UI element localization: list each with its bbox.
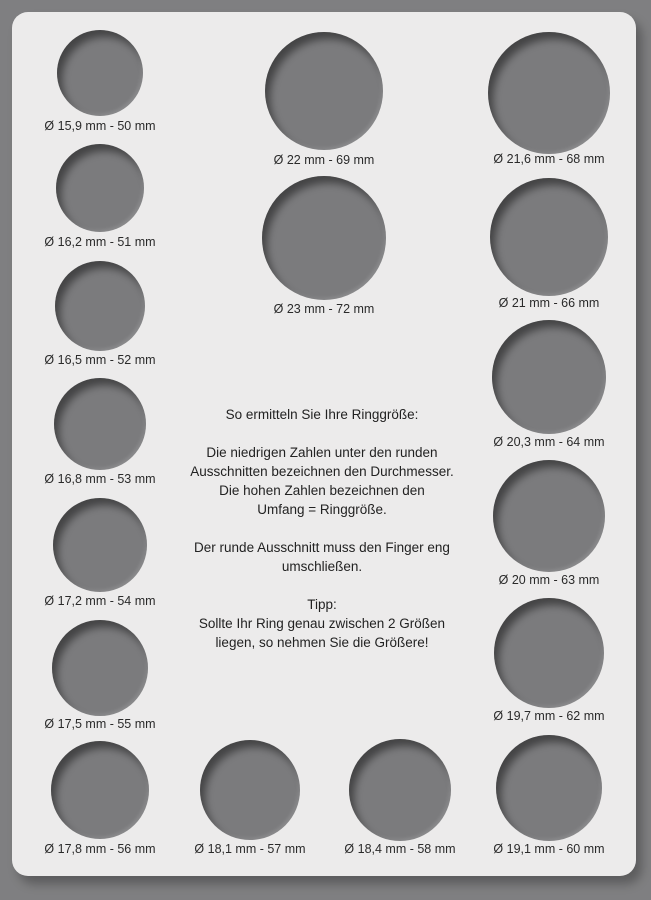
size-label-62: Ø 19,7 mm - 62 mm [493,709,605,723]
ring-hole-63 [493,460,605,572]
ring-hole-62 [494,598,604,708]
instructions-para1-line3: Die hohen Zahlen bezeichnen den [219,483,425,498]
size-label-54: Ø 17,2 mm - 54 mm [44,594,156,608]
size-label-55: Ø 17,5 mm - 55 mm [44,717,156,731]
size-label-72: Ø 23 mm - 72 mm [273,302,375,316]
instructions-para2-line1: Der runde Ausschnitt muss den Finger eng [194,540,450,555]
size-label-57: Ø 18,1 mm - 57 mm [194,842,306,856]
ring-hole-60 [496,735,602,841]
instructions-para2-line2: umschließen. [281,559,363,574]
ring-hole-68 [488,32,610,154]
instructions-heading: So ermitteln Sie Ihre Ringgröße: [225,407,419,422]
ring-hole-57 [200,740,300,840]
ring-hole-56 [51,741,149,839]
size-label-69: Ø 22 mm - 69 mm [273,153,375,167]
ring-sizer-card [12,12,636,876]
ring-hole-58 [349,739,451,841]
ring-hole-72 [262,176,386,300]
tip-title: Tipp: [307,597,337,612]
instructions-para1-line4: Umfang = Ringgröße. [257,502,387,517]
ring-hole-53 [54,378,146,470]
size-label-66: Ø 21 mm - 66 mm [498,296,600,310]
ring-hole-66 [490,178,608,296]
size-label-63: Ø 20 mm - 63 mm [498,573,600,587]
ring-hole-51 [56,144,144,232]
size-label-58: Ø 18,4 mm - 58 mm [344,842,456,856]
ring-hole-52 [55,261,145,351]
size-label-64: Ø 20,3 mm - 64 mm [493,435,605,449]
ring-hole-64 [492,320,606,434]
ring-hole-50 [57,30,143,116]
size-label-50: Ø 15,9 mm - 50 mm [44,119,156,133]
tip-line1: Sollte Ihr Ring genau zwischen 2 Größen [198,616,446,631]
instructions-para1-line2: Ausschnitten bezeichnen den Durchmesser. [190,464,454,479]
instructions-para1-line1: Die niedrigen Zahlen unter den runden [206,445,438,460]
size-label-56: Ø 17,8 mm - 56 mm [44,842,156,856]
ring-hole-55 [52,620,148,716]
tip-line2: liegen, so nehmen Sie die Größere! [215,635,429,650]
instructions-text [172,405,472,652]
ring-hole-69 [265,32,383,150]
size-label-52: Ø 16,5 mm - 52 mm [44,353,156,367]
size-label-68: Ø 21,6 mm - 68 mm [493,152,605,166]
size-label-53: Ø 16,8 mm - 53 mm [44,472,156,486]
size-label-51: Ø 16,2 mm - 51 mm [44,235,156,249]
size-label-60: Ø 19,1 mm - 60 mm [493,842,605,856]
ring-hole-54 [53,498,147,592]
